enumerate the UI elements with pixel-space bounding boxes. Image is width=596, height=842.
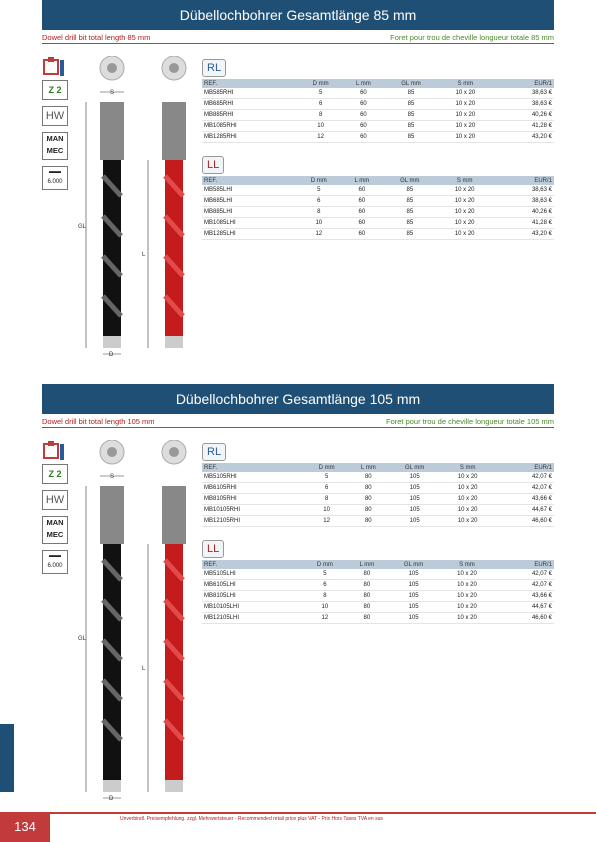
hardmetal-badge: HW <box>42 490 68 510</box>
table-cell: 105 <box>387 569 440 580</box>
table-cell: MB1285RHI <box>202 132 298 143</box>
table-cell: 5 <box>305 472 348 483</box>
column-header: S mm <box>438 79 493 88</box>
table-row <box>202 505 554 516</box>
table-cell: 43,20 € <box>492 229 554 240</box>
table-cell: 85 <box>384 99 438 110</box>
mec-label: MEC <box>46 146 64 155</box>
table-cell: 10 x 20 <box>441 516 494 527</box>
machine-type-badge <box>42 132 68 160</box>
table-cell: 105 <box>387 591 440 602</box>
table-cell: 105 <box>388 516 441 527</box>
table-cell: 8 <box>303 591 347 602</box>
table-cell: MB5105LHI <box>202 569 303 580</box>
table-cell: 85 <box>383 207 438 218</box>
table-row <box>202 207 554 218</box>
ll-badge: LL <box>202 156 224 174</box>
table-cell: 105 <box>388 505 441 516</box>
table-cell: 60 <box>343 121 384 132</box>
table-cell: 40,26 € <box>492 207 554 218</box>
table-cell: 44,67 € <box>494 505 554 516</box>
table-cell: MB885RHI <box>202 110 298 121</box>
table-row <box>202 185 554 196</box>
table-cell: 80 <box>347 591 387 602</box>
column-header: GL mm <box>388 463 441 472</box>
column-header: D mm <box>305 463 348 472</box>
ll-badge: LL <box>202 540 224 558</box>
page-number: 134 <box>0 812 50 842</box>
subtitle-en: Dowel drill bit total length 85 mm <box>42 33 151 42</box>
dim-gl: GL <box>78 224 87 230</box>
table-cell: MB1085LHI <box>202 218 296 229</box>
table-cell: 38,63 € <box>493 99 554 110</box>
column-header: S mm <box>441 463 494 472</box>
table-row <box>202 472 554 483</box>
table-cell: 105 <box>387 613 440 624</box>
table-cell: 60 <box>343 110 384 121</box>
table-row <box>202 483 554 494</box>
table-cell: 12 <box>303 613 347 624</box>
table-row <box>202 196 554 207</box>
table-cell: 6 <box>298 99 342 110</box>
table-cell: 10 x 20 <box>441 472 494 483</box>
table-cell: 80 <box>348 516 388 527</box>
table-row <box>202 602 554 613</box>
table-cell: 80 <box>347 613 387 624</box>
table-cell: 10 <box>303 602 347 613</box>
teeth-badge: Z 2 <box>42 464 68 484</box>
table-cell: 85 <box>383 185 438 196</box>
column-header: L mm <box>343 79 384 88</box>
table-cell: 38,63 € <box>493 88 554 99</box>
table-cell: 46,60 € <box>494 613 554 624</box>
table-cell: 42,07 € <box>494 483 554 494</box>
subtitle-fr: Foret pour trou de cheville longueur totale 85 mm <box>390 33 554 42</box>
table-cell: 10 x 20 <box>438 110 493 121</box>
table-cell: MB8105LHI <box>202 591 303 602</box>
table-cell: 6 <box>303 580 347 591</box>
dim-d: D <box>109 352 114 356</box>
table-cell: 6 <box>305 483 348 494</box>
table-row <box>202 516 554 527</box>
table-cell: 42,07 € <box>494 580 554 591</box>
table-row <box>202 121 554 132</box>
column-header: L mm <box>348 463 388 472</box>
dim-s: S <box>110 90 115 96</box>
mec-label: MEC <box>46 530 64 539</box>
tables-105mm <box>202 442 554 636</box>
table-cell: 105 <box>388 483 441 494</box>
table-cell: 12 <box>298 132 342 143</box>
table-cell: 10 x 20 <box>441 494 494 505</box>
table-cell: 10 x 20 <box>440 591 494 602</box>
column-header: L mm <box>347 560 387 569</box>
tables-85mm <box>202 58 554 252</box>
subtitle-en: Dowel drill bit total length 105 mm <box>42 417 155 426</box>
table-cell: 10 <box>305 505 348 516</box>
table-row <box>202 132 554 143</box>
table-cell: 80 <box>348 472 388 483</box>
table-cell: MB685LHI <box>202 196 296 207</box>
table-cell: MB12105LHI <box>202 613 303 624</box>
table-cell: 105 <box>387 602 440 613</box>
column-header: D mm <box>296 176 341 185</box>
subtitle-row <box>42 416 554 428</box>
sidebar-tab <box>0 724 14 792</box>
table-row <box>202 88 554 99</box>
man-label: MAN <box>46 134 64 143</box>
table-row <box>202 591 554 602</box>
table-cell: 44,67 € <box>494 602 554 613</box>
column-header: D mm <box>298 79 342 88</box>
rpm-icon: ▬▬ <box>49 553 61 559</box>
column-header: EUR/1 <box>493 79 554 88</box>
table-cell: MB585RHI <box>202 88 298 99</box>
table-cell: 40,26 € <box>493 110 554 121</box>
table-cell: MB12105RHI <box>202 516 305 527</box>
table-cell: MB6105RHI <box>202 483 305 494</box>
table-cell: 10 <box>298 121 342 132</box>
table-cell: 8 <box>298 110 342 121</box>
dim-gl: GL <box>78 636 87 642</box>
drill-illustration <box>76 56 196 356</box>
teeth-badge: Z 2 <box>42 80 68 100</box>
machine-icon <box>42 56 66 74</box>
table-cell: MB10105LHI <box>202 602 303 613</box>
section-85mm <box>42 0 554 374</box>
table-cell: 42,07 € <box>494 472 554 483</box>
table-cell: 42,07 € <box>494 569 554 580</box>
column-header: L mm <box>341 176 382 185</box>
table-cell: 10 x 20 <box>440 569 494 580</box>
column-header: REF. <box>202 79 298 88</box>
feature-badges <box>42 56 68 196</box>
table-cell: 5 <box>296 185 341 196</box>
table-cell: 5 <box>303 569 347 580</box>
dim-l: L <box>142 666 146 672</box>
table-cell: 8 <box>296 207 341 218</box>
rpm-value: 6.000 <box>47 563 63 569</box>
table-cell: 10 x 20 <box>441 483 494 494</box>
table-cell: 105 <box>388 472 441 483</box>
table-rl <box>202 79 554 143</box>
table-cell: 105 <box>388 494 441 505</box>
table-cell: MB8105RHI <box>202 494 305 505</box>
footer-rule <box>50 812 596 814</box>
price-footnote: Unverbindl. Preisempfehlung. zzgl. Mehrwertsteuer - Recommended retail price plus VAT - Prix Hors Taxes TVA en sus <box>120 816 383 822</box>
table-cell: 41,28 € <box>492 218 554 229</box>
table-cell: 12 <box>296 229 341 240</box>
table-row <box>202 99 554 110</box>
column-header: EUR/1 <box>494 463 554 472</box>
table-cell: 10 x 20 <box>437 207 492 218</box>
dim-d: D <box>109 796 114 800</box>
table-cell: 85 <box>383 196 438 207</box>
table-cell: 60 <box>343 132 384 143</box>
table-ll <box>202 560 554 624</box>
column-header: D mm <box>303 560 347 569</box>
table-row <box>202 218 554 229</box>
column-header: GL mm <box>384 79 438 88</box>
table-cell: 10 x 20 <box>438 132 493 143</box>
table-cell: 10 x 20 <box>438 121 493 132</box>
subtitle-fr: Foret pour trou de cheville longueur totale 105 mm <box>385 417 554 426</box>
table-cell: 5 <box>298 88 342 99</box>
section-105mm <box>42 384 554 808</box>
table-cell: 60 <box>341 185 382 196</box>
column-header: S mm <box>437 176 492 185</box>
table-cell: 85 <box>384 88 438 99</box>
column-header: S mm <box>440 560 494 569</box>
table-cell: 85 <box>384 110 438 121</box>
table-cell: 60 <box>341 218 382 229</box>
table-cell: 60 <box>341 207 382 218</box>
section-title: Dübellochbohrer Gesamtlänge 85 mm <box>42 0 554 30</box>
table-cell: 12 <box>305 516 348 527</box>
column-header: EUR/1 <box>494 560 554 569</box>
table-rl <box>202 463 554 527</box>
table-cell: 85 <box>383 218 438 229</box>
rl-badge: RL <box>202 443 226 461</box>
table-cell: 38,63 € <box>492 185 554 196</box>
column-header: REF. <box>202 560 303 569</box>
table-cell: 10 x 20 <box>438 88 493 99</box>
table-cell: 105 <box>387 580 440 591</box>
table-cell: MB1085RHI <box>202 121 298 132</box>
table-cell: MB1285LHI <box>202 229 296 240</box>
table-cell: 60 <box>343 99 384 110</box>
table-cell: 43,66 € <box>494 494 554 505</box>
column-header: GL mm <box>383 176 438 185</box>
table-cell: 10 x 20 <box>440 580 494 591</box>
table-cell: 80 <box>347 569 387 580</box>
feature-badges <box>42 440 68 580</box>
table-cell: 80 <box>348 494 388 505</box>
table-cell: 8 <box>305 494 348 505</box>
rpm-icon: ▬▬ <box>49 169 61 175</box>
rpm-badge <box>42 550 68 574</box>
table-cell: MB585LHI <box>202 185 296 196</box>
table-cell: 41,28 € <box>493 121 554 132</box>
drill-illustration <box>76 440 196 800</box>
table-cell: 85 <box>384 121 438 132</box>
column-header: GL mm <box>387 560 440 569</box>
table-row <box>202 229 554 240</box>
table-cell: 85 <box>383 229 438 240</box>
subtitle-row <box>42 32 554 44</box>
dim-s: S <box>110 474 115 480</box>
table-cell: 43,66 € <box>494 591 554 602</box>
rpm-value: 6.000 <box>47 179 63 185</box>
table-row <box>202 580 554 591</box>
rpm-badge <box>42 166 68 190</box>
table-cell: MB885LHI <box>202 207 296 218</box>
machine-type-badge <box>42 516 68 544</box>
table-cell: 6 <box>296 196 341 207</box>
table-cell: MB6105LHI <box>202 580 303 591</box>
table-cell: 10 x 20 <box>440 602 494 613</box>
man-label: MAN <box>46 518 64 527</box>
table-cell: 10 x 20 <box>441 505 494 516</box>
column-header: EUR/1 <box>492 176 554 185</box>
table-cell: 60 <box>341 196 382 207</box>
table-cell: 10 x 20 <box>437 218 492 229</box>
table-cell: 10 x 20 <box>437 229 492 240</box>
table-cell: 80 <box>347 580 387 591</box>
rl-badge: RL <box>202 59 226 77</box>
table-cell: 43,20 € <box>493 132 554 143</box>
table-cell: 80 <box>347 602 387 613</box>
machine-icon <box>42 440 66 458</box>
table-row <box>202 613 554 624</box>
column-header: REF. <box>202 463 305 472</box>
table-ll <box>202 176 554 240</box>
dim-l: L <box>142 252 146 258</box>
table-cell: 60 <box>341 229 382 240</box>
table-cell: 60 <box>343 88 384 99</box>
table-row <box>202 110 554 121</box>
hardmetal-badge: HW <box>42 106 68 126</box>
table-cell: 10 x 20 <box>437 196 492 207</box>
table-cell: 38,63 € <box>492 196 554 207</box>
table-cell: 80 <box>348 483 388 494</box>
table-cell: 10 <box>296 218 341 229</box>
table-cell: MB685RHI <box>202 99 298 110</box>
table-cell: 10 x 20 <box>438 99 493 110</box>
table-cell: 10 x 20 <box>437 185 492 196</box>
table-row <box>202 569 554 580</box>
table-cell: 10 x 20 <box>440 613 494 624</box>
table-cell: 80 <box>348 505 388 516</box>
section-title: Dübellochbohrer Gesamtlänge 105 mm <box>42 384 554 414</box>
table-cell: MB10105RHI <box>202 505 305 516</box>
column-header: REF. <box>202 176 296 185</box>
table-row <box>202 494 554 505</box>
table-cell: MB5105RHI <box>202 472 305 483</box>
table-cell: 85 <box>384 132 438 143</box>
table-cell: 46,60 € <box>494 516 554 527</box>
